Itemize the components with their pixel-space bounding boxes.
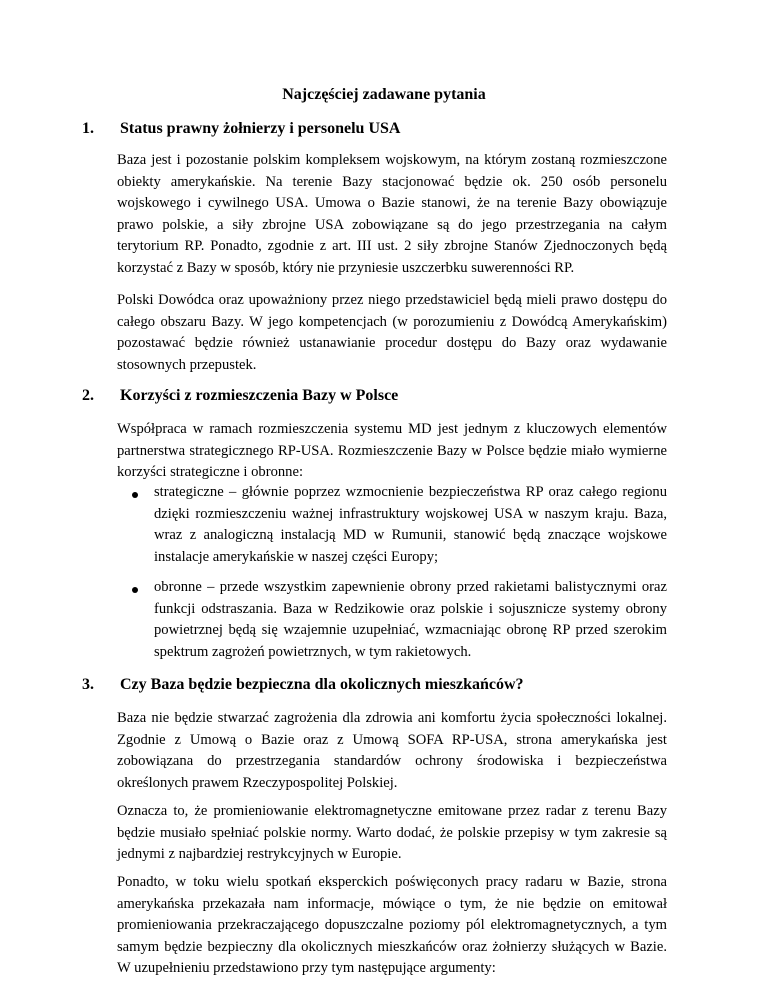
section-1-paragraph-1: Baza jest i pozostanie polskim kompleksem wojskowym, na którym zostaną rozmieszczone obiekty amerykańskie. Na terenie Bazy stacjonować będzie ok. 250 osób personelu wojskowego i cywilnego USA. Umowa o Bazie stanowi, że na terenie Bazy obowiązuje prawo polskie, a siły zbrojne USA zobowiązane są do jego przestrzegania na całym terytorium RP. Ponadto, zgodnie z art. III ust. 2 siły zbrojne Stanów Zjednoczonych będą korzystać z Bazy w sposób, który nie przyniesie uszczerbku suwerenności RP. [117, 152, 667, 276]
section-1-title: Status prawny żołnierzy i personelu USA [120, 120, 401, 137]
section-3-number: 3. [82, 676, 94, 693]
section-2-heading [82, 386, 722, 406]
section-2-bullet-1: strategiczne – głównie poprzez wzmocnienie bezpieczeństwa RP oraz całego regionu dzięki rozmieszczeniu ważnej infrastruktury wojskowej USA w naszym kraju. Baza, wraz z analogiczną instalacją MD w Rumunii, stanowić będą znaczące wojskowe instalacje amerykańskie w naszej części Europy; [154, 484, 667, 565]
page-title: Najczęściej zadawane pytania [282, 86, 486, 103]
section-3-paragraph-1: Baza nie będzie stwarzać zagrożenia dla zdrowia ani komfortu życia społeczności lokalnej. Zgodnie z Umową o Bazie oraz z Umową SOFA RP-USA, strona amerykańska jest zobowiązana do przestrzegania standardów ochrony środowiska i bezpieczeństwa określonych prawem Rzeczypospolitej Polskiej. [117, 710, 667, 791]
section-3-paragraph-3: Ponadto, w toku wielu spotkań eksperckich poświęconych pracy radaru w Bazie, strona amerykańska przekazała nam informacje, mówiące o tym, że nie będzie on emitował promieniowania przekraczającego dopuszczalne poziomy pól elektromagnetycznych, a tym samym będzie bezpieczny dla okolicznych mieszkańców oraz żołnierzy służących w Bazie. W uzupełnieniu przedstawiono przy tym następujące argumenty: [117, 874, 667, 976]
section-1-paragraph-2: Polski Dowódca oraz upoważniony przez niego przedstawiciel będą mieli prawo dostępu do całego obszaru Bazy. W jego kompetencjach (w porozumieniu z Dowódcą Amerykańskim) pozostawać będzie również ustanawianie procedur dostępu do Bazy oraz wydawanie stosownych przepustek. [117, 292, 667, 373]
section-3-heading [82, 675, 722, 695]
section-3-paragraph-2: Oznacza to, że promieniowanie elektromagnetyczne emitowane przez radar z terenu Bazy będzie musiało spełniać polskie normy. Warto dodać, że polskie przepisy w tym zakresie są jednymi z najbardziej restrykcyjnych w Europie. [117, 803, 667, 862]
section-2-bullet-2: obronne – przede wszystkim zapewnienie obrony przed rakietami balistycznymi oraz funkcji odstraszania. Baza w Redzikowie oraz polskie i sojusznicze systemy obrony powietrznej będą się wzajemnie uzupełniać, wzmacniając obronę RP przed szerokim spektrum zagrożeń powietrznych, w tym rakietowych. [154, 579, 667, 660]
section-1-heading [82, 119, 722, 139]
section-1-number: 1. [82, 120, 94, 137]
bullet-icon [132, 492, 138, 498]
section-3-title: Czy Baza będzie bezpieczna dla okolicznych mieszkańców? [120, 676, 524, 693]
section-2-intro: Współpraca w ramach rozmieszczenia systemu MD jest jednym z kluczowych elementów partnerstwa strategicznego RP-USA. Rozmieszczenie Bazy w Polsce będzie miało wymierne korzyści strategiczne i obronne: [117, 421, 667, 480]
bullet-icon [132, 587, 138, 593]
section-2-number: 2. [82, 387, 94, 404]
section-2-title: Korzyści z rozmieszczenia Bazy w Polsce [120, 387, 399, 404]
